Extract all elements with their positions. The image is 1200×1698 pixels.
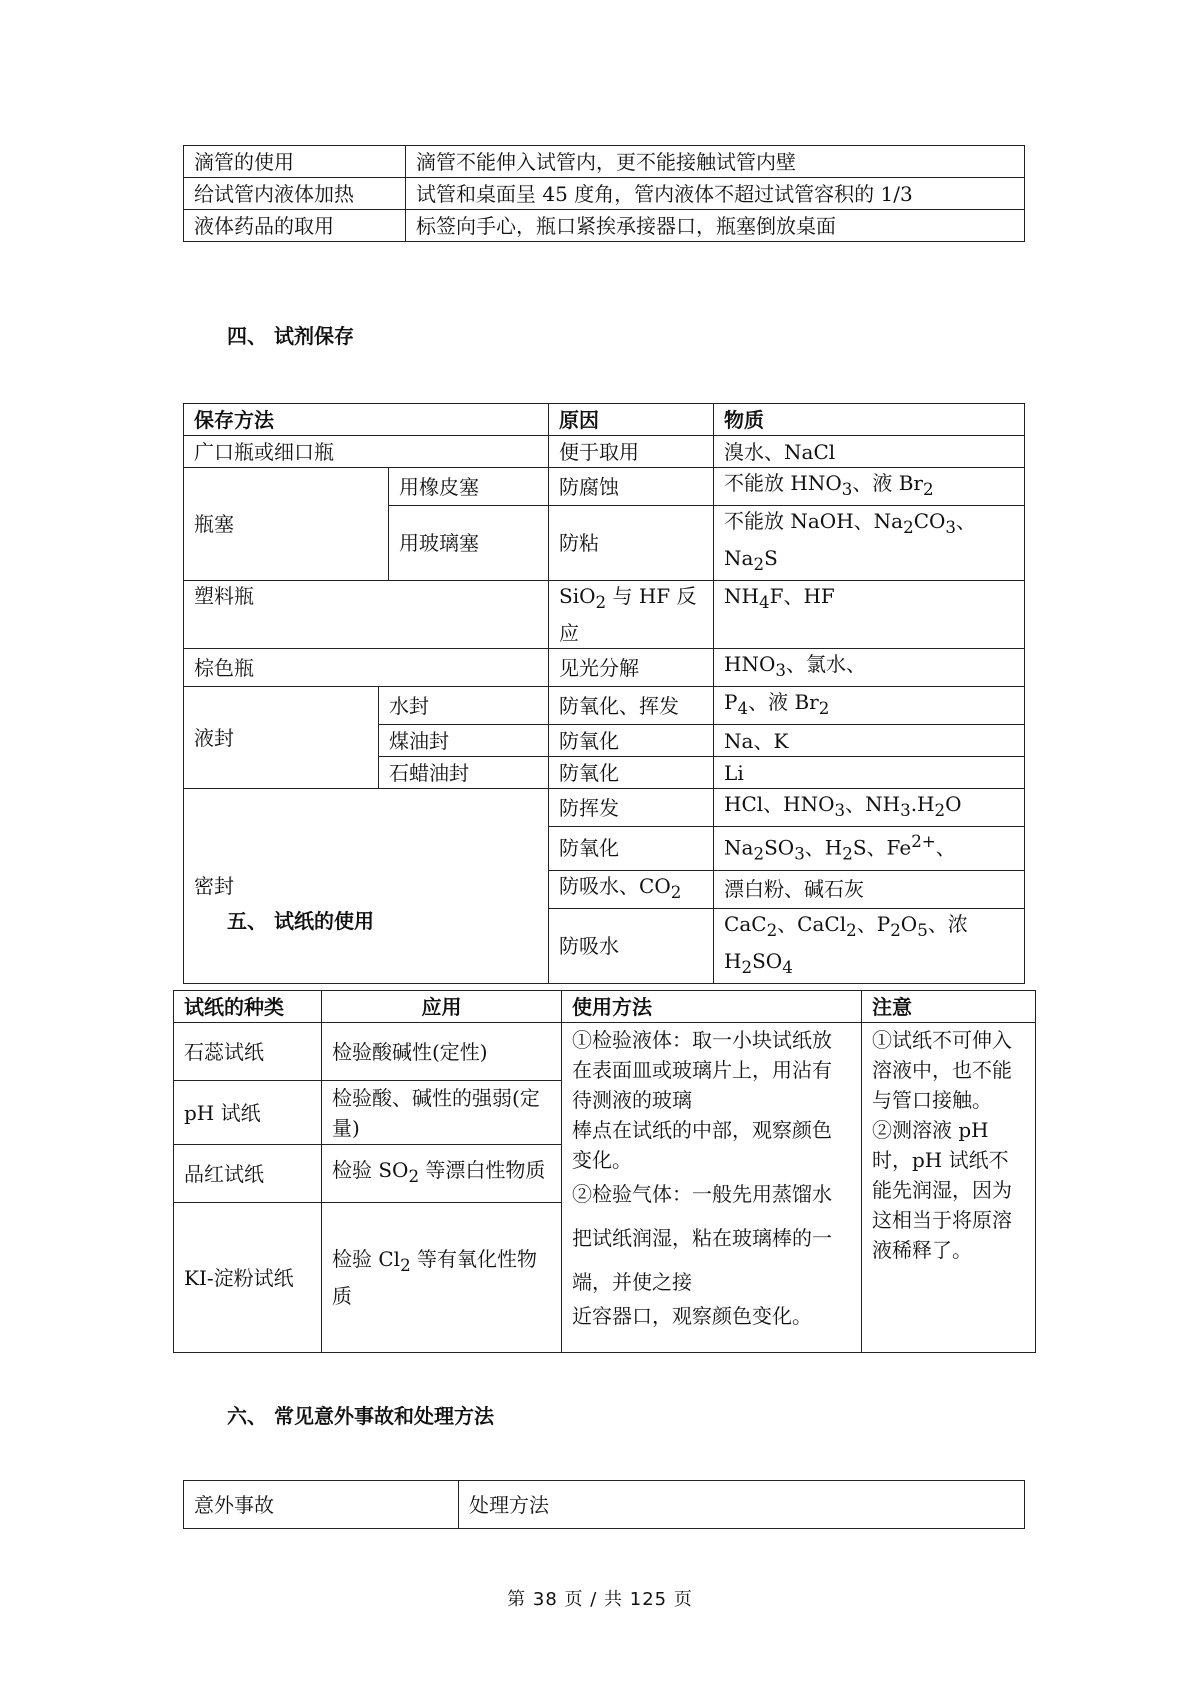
cell bbox=[714, 687, 1025, 725]
subscript: 2 bbox=[766, 920, 778, 940]
cell: 防氧化 bbox=[549, 757, 714, 789]
text: CO bbox=[913, 509, 946, 533]
cell: 塑料瓶 bbox=[184, 581, 549, 649]
subscript: 2 bbox=[922, 480, 934, 499]
text: HCl、HNO bbox=[724, 792, 835, 816]
text: CaC bbox=[724, 911, 767, 936]
subscript: 5 bbox=[917, 920, 928, 940]
text: 、液 Br bbox=[748, 690, 819, 714]
header-cell: 原因 bbox=[549, 404, 714, 436]
text: SO bbox=[764, 835, 795, 860]
cell: 漂白粉、碱石灰 bbox=[714, 870, 1025, 908]
text: HNO bbox=[724, 652, 776, 676]
cell: 检验酸、碱性的强弱(定量) bbox=[322, 1081, 562, 1145]
note-cell bbox=[862, 1023, 1036, 1353]
paragraph: 近容器口，观察颜色变化。 bbox=[572, 1304, 812, 1328]
table-row bbox=[184, 1481, 1025, 1529]
table-row bbox=[184, 436, 1025, 468]
cell bbox=[714, 649, 1025, 687]
text: S bbox=[764, 546, 778, 570]
text: 防吸水、CO bbox=[559, 873, 671, 898]
subscript: 2 bbox=[934, 801, 946, 820]
paragraph: ②检验气体：一般先用蒸馏水 bbox=[572, 1182, 832, 1206]
cell: 用玻璃塞 bbox=[389, 506, 549, 581]
table-row bbox=[184, 178, 1025, 210]
method-cell bbox=[562, 1023, 862, 1353]
text: .H bbox=[910, 792, 935, 816]
cell bbox=[714, 506, 1025, 581]
text: O bbox=[900, 911, 918, 936]
subscript: 2 bbox=[595, 593, 607, 612]
text: 、P bbox=[856, 911, 891, 936]
cell: 防腐蚀 bbox=[549, 468, 714, 506]
cell: 防挥发 bbox=[549, 789, 714, 827]
subscript: 2 bbox=[903, 518, 914, 537]
operation-table bbox=[183, 145, 1025, 242]
cell: 液封 bbox=[184, 687, 379, 789]
header-cell: 保存方法 bbox=[184, 404, 549, 436]
header-cell: 意外事故 bbox=[184, 1481, 459, 1529]
cell: 防氧化 bbox=[549, 827, 714, 871]
cell: 水封 bbox=[379, 687, 549, 725]
text: 、氯水、 bbox=[785, 652, 866, 676]
section-heading: 五、 试纸的使用 bbox=[227, 909, 374, 933]
table-row bbox=[184, 789, 1025, 827]
cell bbox=[714, 468, 1025, 506]
subscript: 4 bbox=[782, 957, 793, 977]
cell: Na、K bbox=[714, 725, 1025, 757]
accident-table bbox=[183, 1480, 1025, 1529]
text: 、浓 H bbox=[724, 911, 968, 973]
subscript: 2 bbox=[400, 1256, 411, 1275]
header-cell: 应用 bbox=[322, 991, 562, 1023]
section-heading: 六、 常见意外事故和处理方法 bbox=[227, 1404, 494, 1428]
cell: 防吸水 bbox=[549, 908, 714, 983]
text: 、 bbox=[935, 835, 956, 860]
cell: 用橡皮塞 bbox=[389, 468, 549, 506]
subscript: 2 bbox=[846, 920, 857, 940]
cell: 瓶塞 bbox=[184, 468, 389, 581]
text: 、液 Br bbox=[852, 471, 923, 495]
cell bbox=[714, 827, 1025, 871]
cell bbox=[714, 581, 1025, 649]
header-cell: 物质 bbox=[714, 404, 1025, 436]
cell: 便于取用 bbox=[549, 436, 714, 468]
text: 、CaCl bbox=[777, 911, 847, 936]
section-heading: 四、 试剂保存 bbox=[227, 324, 354, 348]
cell: 液体药品的取用 bbox=[184, 210, 406, 242]
cell: 广口瓶或细口瓶 bbox=[184, 436, 549, 468]
cell: 密封 bbox=[184, 789, 549, 984]
cell: 防粘 bbox=[549, 506, 714, 581]
cell: 滴管的使用 bbox=[184, 146, 406, 178]
text: NH bbox=[724, 584, 759, 608]
subscript: 3 bbox=[775, 661, 786, 680]
storage-table bbox=[183, 403, 1025, 984]
subscript: 2 bbox=[670, 882, 682, 902]
text: 检验 Cl bbox=[332, 1247, 401, 1271]
header-cell: 试纸的种类 bbox=[174, 991, 322, 1023]
subscript: 3 bbox=[841, 480, 853, 499]
table-row bbox=[184, 649, 1025, 687]
cell: 试管和桌面呈 45 度角，管内液体不超过试管容积的 1/3 bbox=[406, 178, 1025, 210]
subscript: 2 bbox=[818, 699, 830, 718]
subscript: 3 bbox=[834, 801, 846, 820]
subscript: 4 bbox=[737, 699, 749, 718]
cell: 煤油封 bbox=[379, 725, 549, 757]
subscript: 2 bbox=[842, 844, 853, 864]
text: S、Fe bbox=[852, 835, 912, 860]
text: P bbox=[724, 690, 738, 714]
subscript: 2 bbox=[890, 920, 901, 940]
superscript: 2+ bbox=[911, 832, 936, 851]
subscript: 3 bbox=[945, 518, 956, 537]
paragraph: 端，并使之接 bbox=[572, 1270, 692, 1294]
text: SO bbox=[752, 948, 783, 973]
cell bbox=[322, 1203, 562, 1353]
cell: 防氧化 bbox=[549, 725, 714, 757]
cell: 防氧化、挥发 bbox=[549, 687, 714, 725]
paragraph: ②测溶液 pH 时，pH 试纸不能先润湿，因为这相当于将原溶液稀释了。 bbox=[872, 1118, 1012, 1262]
test-paper-table bbox=[173, 990, 1036, 1353]
paragraph: ①试纸不可伸入溶液中，也不能与管口接触。 bbox=[872, 1028, 1012, 1112]
text: 不能放 NaOH、Na bbox=[724, 509, 904, 533]
cell bbox=[322, 1145, 562, 1203]
text: 、Na bbox=[724, 509, 976, 570]
text: Na bbox=[724, 835, 754, 860]
text: 与 HF 反应 bbox=[559, 584, 697, 645]
cell: 品红试纸 bbox=[174, 1145, 322, 1203]
subscript: 2 bbox=[741, 957, 753, 977]
subscript: 3 bbox=[794, 844, 805, 864]
text: SiO bbox=[559, 584, 596, 608]
table-row bbox=[184, 146, 1025, 178]
cell: 见光分解 bbox=[549, 649, 714, 687]
cell: 溴水、NaCl bbox=[714, 436, 1025, 468]
header-cell: 处理方法 bbox=[459, 1481, 1025, 1529]
cell: 给试管内液体加热 bbox=[184, 178, 406, 210]
cell: Li bbox=[714, 757, 1025, 789]
table-row bbox=[174, 991, 1036, 1023]
header-cell: 使用方法 bbox=[562, 991, 862, 1023]
text: 等有氧化性物质 bbox=[332, 1247, 538, 1308]
subscript: 3 bbox=[900, 801, 911, 820]
table-row bbox=[184, 468, 1025, 506]
header-cell: 注意 bbox=[862, 991, 1036, 1023]
cell: 滴管不能伸入试管内，更不能接触试管内壁 bbox=[406, 146, 1025, 178]
cell: 棕色瓶 bbox=[184, 649, 549, 687]
text: 不能放 HNO bbox=[724, 471, 842, 495]
table-row bbox=[184, 687, 1025, 725]
page-number: 第 38 页 / 共 125 页 bbox=[507, 1589, 693, 1610]
cell bbox=[714, 908, 1025, 983]
table-row bbox=[184, 581, 1025, 649]
subscript: 4 bbox=[758, 593, 770, 612]
table-row bbox=[174, 1023, 1036, 1081]
cell bbox=[714, 789, 1025, 827]
subscript: 2 bbox=[753, 555, 765, 574]
text: F、HF bbox=[769, 584, 835, 608]
text: 检验 SO bbox=[332, 1158, 409, 1182]
text: 、NH bbox=[845, 792, 901, 816]
cell: 石蜡油封 bbox=[379, 757, 549, 789]
paragraph: ①检验液体：取一小块试纸放在表面皿或玻璃片上，用沾有待测液的玻璃 bbox=[572, 1028, 832, 1112]
cell bbox=[549, 870, 714, 908]
cell: 石蕊试纸 bbox=[174, 1023, 322, 1081]
cell: pH 试纸 bbox=[174, 1081, 322, 1145]
cell: KI-淀粉试纸 bbox=[174, 1203, 322, 1353]
paragraph: 把试纸润湿，粘在玻璃棒的一 bbox=[572, 1226, 832, 1250]
cell: 检验酸碱性(定性) bbox=[322, 1023, 562, 1081]
subscript: 2 bbox=[408, 1167, 420, 1186]
paragraph: 棒点在试纸的中部，观察颜色变化。 bbox=[572, 1118, 832, 1172]
cell bbox=[549, 581, 714, 649]
table-row bbox=[184, 210, 1025, 242]
cell: 标签向手心，瓶口紧挨承接器口，瓶塞倒放桌面 bbox=[406, 210, 1025, 242]
text: 等漂白性物质 bbox=[419, 1158, 546, 1182]
text: 、H bbox=[804, 835, 843, 860]
subscript: 2 bbox=[753, 844, 765, 864]
text: O bbox=[945, 792, 962, 816]
table-row bbox=[184, 404, 1025, 436]
